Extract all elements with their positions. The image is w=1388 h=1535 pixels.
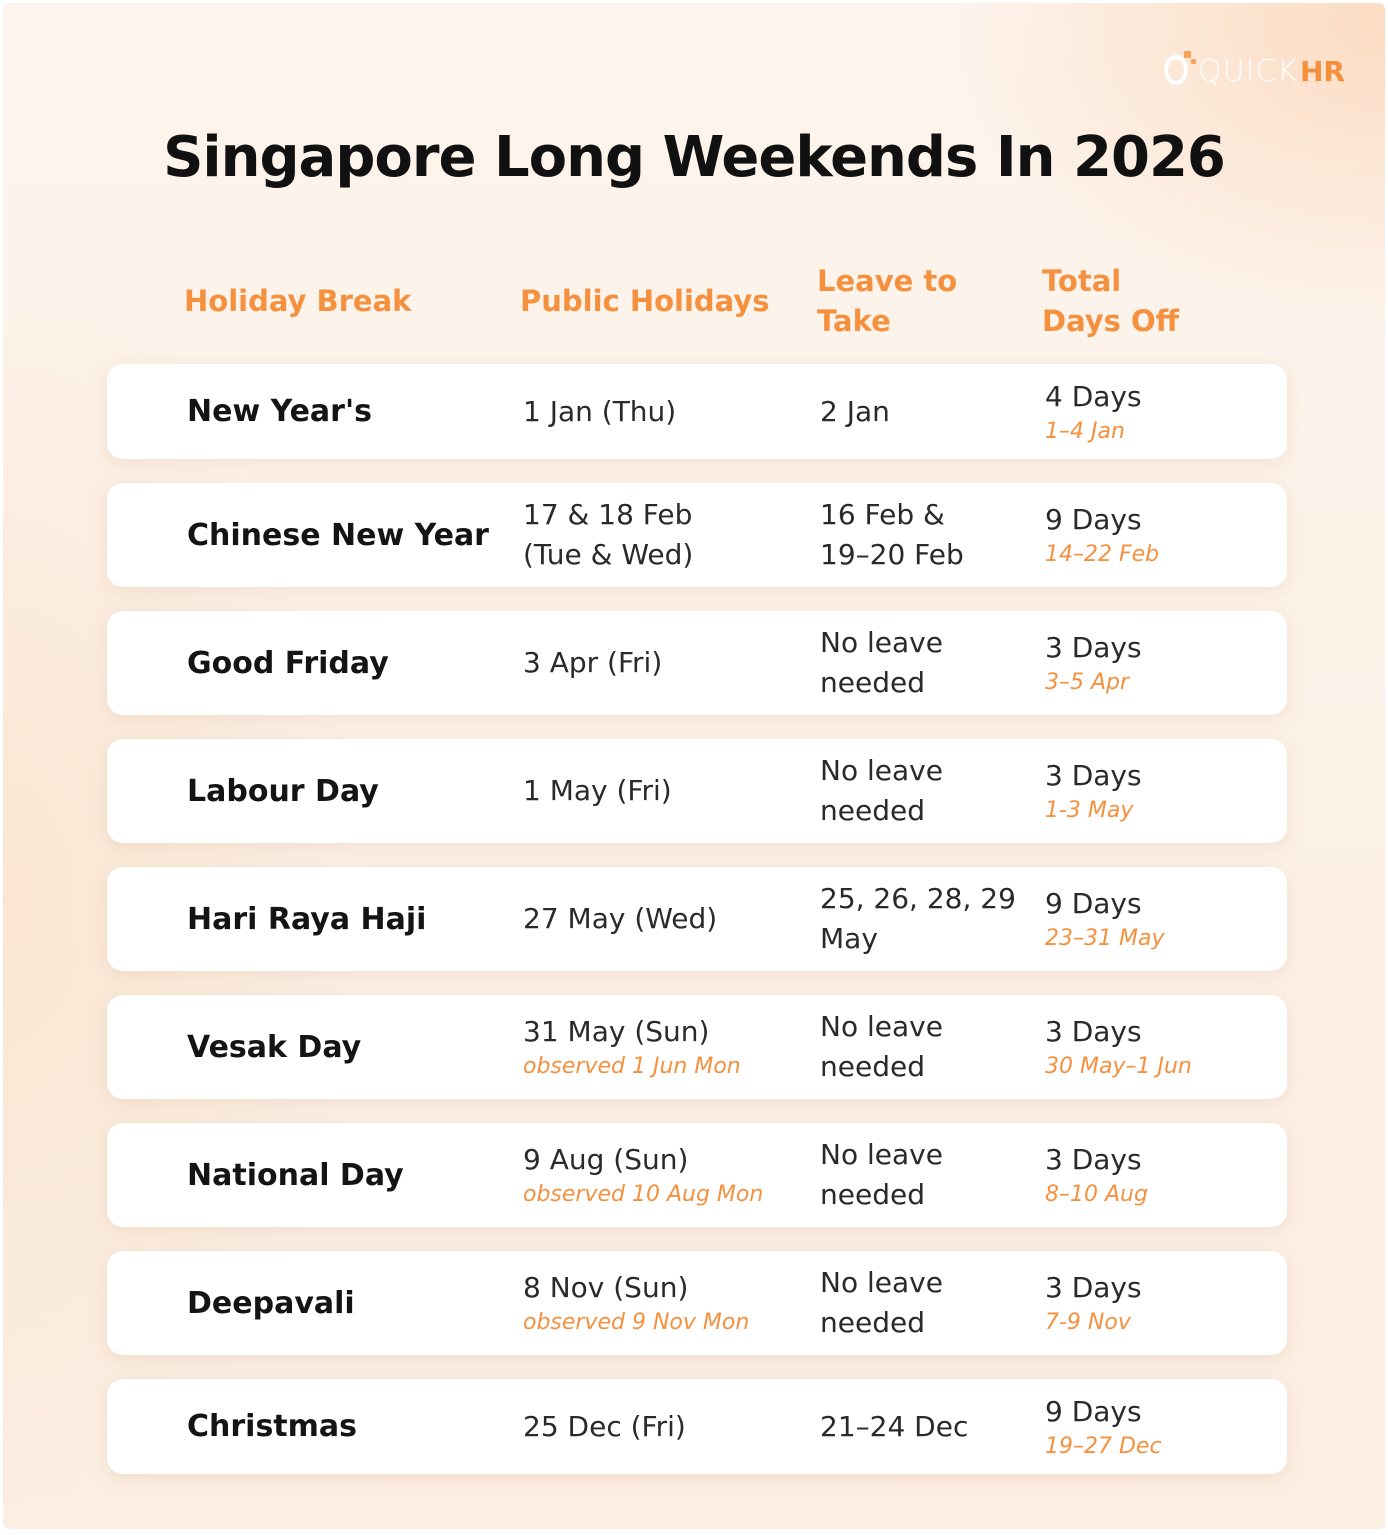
table-row xyxy=(107,1251,1287,1355)
leave-to-take-cell xyxy=(820,1379,1030,1474)
holiday-name: New Year's xyxy=(187,394,373,429)
leave-text: May xyxy=(820,922,878,955)
logo-mark-icon xyxy=(1164,51,1198,91)
leave-to-take-cell xyxy=(820,1251,1030,1355)
leave-text: No leave xyxy=(820,1266,943,1299)
infographic-canvas xyxy=(3,3,1385,1529)
observed-note: observed 10 Aug Mon xyxy=(523,1182,764,1207)
leave-text: No leave xyxy=(820,1138,943,1171)
public-holiday-cell xyxy=(523,483,803,587)
total-days-cell xyxy=(1045,364,1275,459)
public-holiday-date: 17 & 18 Feb xyxy=(523,498,693,531)
leave-text: needed xyxy=(820,1178,925,1211)
total-days: 9 Days xyxy=(1045,503,1142,536)
leave-to-take-cell xyxy=(820,483,1030,587)
table-row xyxy=(107,867,1287,971)
leave-text: needed xyxy=(820,1306,925,1339)
total-days-cell xyxy=(1045,1379,1275,1474)
date-range: 14–22 Feb xyxy=(1045,542,1160,567)
header-leave-to-take: Leave to Take xyxy=(817,264,958,338)
leave-to-take-cell xyxy=(820,867,1030,971)
leave-to-take-cell xyxy=(820,739,1030,843)
total-days: 4 Days xyxy=(1045,379,1142,413)
leave-text: 19–20 Feb xyxy=(820,538,964,571)
total-days-cell xyxy=(1045,1251,1275,1355)
table-row xyxy=(107,739,1287,843)
public-holiday-cell xyxy=(523,364,803,459)
logo-text-quick: QUICK xyxy=(1197,53,1298,89)
table-header xyxy=(3,261,1385,351)
leave-to-take-cell xyxy=(820,1123,1030,1227)
total-days-cell xyxy=(1045,483,1275,587)
observed-note: observed 1 Jun Mon xyxy=(523,1054,741,1079)
public-holiday-cell xyxy=(523,611,803,715)
total-days: 9 Days xyxy=(1045,1394,1142,1428)
leave-text: 25, 26, 28, 29 xyxy=(820,882,1016,915)
holiday-name: Labour Day xyxy=(187,773,379,809)
table-row xyxy=(107,364,1287,459)
table-row xyxy=(107,1379,1287,1474)
holiday-name: Good Friday xyxy=(187,645,389,681)
observed-note: observed 9 Nov Mon xyxy=(523,1310,750,1335)
date-range: 1-3 May xyxy=(1045,798,1134,823)
total-days-cell xyxy=(1045,995,1275,1099)
public-holiday-date: 1 Jan (Thu) xyxy=(523,394,677,428)
public-holiday-date: 25 Dec (Fri) xyxy=(523,1409,686,1443)
total-days-cell xyxy=(1045,739,1275,843)
header-holiday-break: Holiday Break xyxy=(184,284,412,318)
total-days-cell xyxy=(1045,1123,1275,1227)
header-public-holidays: Public Holidays xyxy=(520,284,770,318)
table-row xyxy=(107,1123,1287,1227)
date-range: 19–27 Dec xyxy=(1045,1433,1162,1459)
date-range: 7-9 Nov xyxy=(1045,1310,1131,1335)
public-holiday-cell xyxy=(523,1251,803,1355)
date-range: 1–4 Jan xyxy=(1045,418,1125,444)
logo-text-hr: HR xyxy=(1300,54,1345,88)
total-days-cell xyxy=(1045,611,1275,715)
public-holiday-date: 27 May (Wed) xyxy=(523,902,718,935)
table-row xyxy=(107,483,1287,587)
public-holiday-date: 3 Apr (Fri) xyxy=(523,646,663,679)
page-title: Singapore Long Weekends In 2026 xyxy=(163,125,1225,190)
leave-to-take-cell xyxy=(820,364,1030,459)
holiday-name: Deepavali xyxy=(187,1285,355,1321)
leave-text: 21–24 Dec xyxy=(820,1409,969,1443)
public-holiday-date: 1 May (Fri) xyxy=(523,774,672,807)
public-holiday-cell xyxy=(523,995,803,1099)
public-holiday-cell xyxy=(523,739,803,843)
holiday-name: Chinese New Year xyxy=(187,517,489,553)
leave-text: 16 Feb & xyxy=(820,498,945,531)
leave-text: 2 Jan xyxy=(820,394,890,428)
public-holiday-date: 8 Nov (Sun) xyxy=(523,1271,689,1304)
public-holiday-date: 9 Aug (Sun) xyxy=(523,1143,689,1176)
holiday-name: Christmas xyxy=(187,1409,358,1444)
leave-to-take-cell xyxy=(820,611,1030,715)
total-days: 9 Days xyxy=(1045,887,1142,920)
public-holiday-cell xyxy=(523,867,803,971)
date-range: 3–5 Apr xyxy=(1045,670,1130,695)
leave-text: No leave xyxy=(820,754,943,787)
date-range: 8–10 Aug xyxy=(1045,1182,1148,1207)
total-days: 3 Days xyxy=(1045,1015,1142,1048)
header-total-days-off: Total Days Off xyxy=(1042,264,1180,338)
holiday-name: Hari Raya Haji xyxy=(187,901,427,937)
leave-text: No leave xyxy=(820,1010,943,1043)
total-days: 3 Days xyxy=(1045,1143,1142,1176)
holiday-name: Vesak Day xyxy=(187,1029,362,1065)
total-days: 3 Days xyxy=(1045,759,1142,792)
table-row xyxy=(107,995,1287,1099)
public-holiday-cell xyxy=(523,1123,803,1227)
total-days: 3 Days xyxy=(1045,631,1142,664)
leave-to-take-cell xyxy=(820,995,1030,1099)
leave-text: No leave xyxy=(820,626,943,659)
public-holiday-cell xyxy=(523,1379,803,1474)
public-holiday-date: 31 May (Sun) xyxy=(523,1015,710,1048)
date-range: 30 May–1 Jun xyxy=(1045,1054,1192,1079)
leave-text: needed xyxy=(820,1050,925,1083)
leave-text: needed xyxy=(820,666,925,699)
date-range: 23–31 May xyxy=(1045,926,1165,951)
total-days: 3 Days xyxy=(1045,1271,1142,1304)
public-holiday-date: (Tue & Wed) xyxy=(523,538,694,571)
total-days-cell xyxy=(1045,867,1275,971)
holiday-name: National Day xyxy=(187,1157,404,1193)
table-row xyxy=(107,611,1287,715)
leave-text: needed xyxy=(820,794,925,827)
quickhr-logo xyxy=(1164,51,1345,91)
